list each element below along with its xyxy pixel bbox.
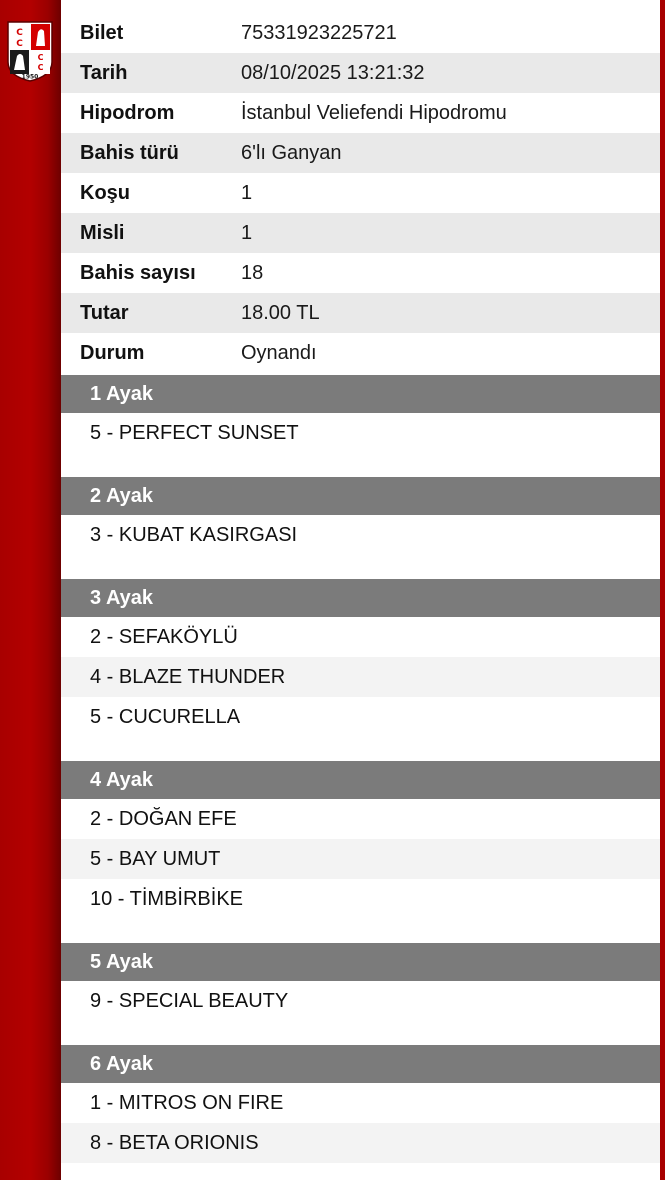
leg-section [61,761,660,943]
ticket-info-row [61,13,660,53]
svg-text:C: C [37,53,44,62]
leg-horse-list [61,515,660,579]
info-value: 08/10/2025 13:21:32 [241,61,425,84]
leg-header: 1 Ayak [61,375,660,413]
info-value: 75331923225721 [241,21,397,44]
ticket-info-row [61,213,660,253]
horse-selection: 4 - BLAZE THUNDER [61,657,660,697]
info-label: Tarih [80,61,128,84]
svg-text:C: C [16,39,23,49]
legs-list [61,375,660,1180]
ticket-content [61,13,660,1180]
horse-selection: 2 - SEFAKÖYLÜ [90,625,238,648]
horse-selection: 2 - DOĞAN EFE [90,807,237,830]
leg-horse-list [61,617,660,761]
right-brand-band [660,0,665,1180]
horse-selection: 10 - TİMBİRBİKE [90,887,244,910]
leg-section [61,477,660,579]
ticket-info-row [61,253,660,293]
info-label: Bilet [80,21,124,44]
info-label: Bahis sayısı [80,261,196,284]
leg-section [61,375,660,477]
svg-text:1950: 1950 [21,73,39,81]
leg-header: 3 Ayak [61,579,660,617]
ticket-info-row [61,93,660,133]
info-value: İstanbul Veliefendi Hipodromu [241,101,507,124]
info-label: Tutar [80,301,129,324]
leg-horse-list [61,1083,660,1180]
ticket-info-row [61,333,660,373]
svg-text:C: C [16,28,23,38]
leg-section [61,943,660,1045]
info-label: Bahis türü [80,141,179,164]
info-label: Koşu [80,181,130,204]
ticket-info [61,13,660,375]
horse-selection: 5 - CUCURELLA [90,705,241,728]
info-label: Misli [80,221,125,244]
ticket-info-row [61,293,660,333]
info-label: Durum [80,341,145,364]
left-brand-band [0,0,61,1180]
horse-selection: 8 - BETA ORIONIS [61,1123,660,1163]
horse-selection: 9 - SPECIAL BEAUTY [90,989,289,1012]
info-label: Hipodrom [80,101,175,124]
leg-horse-list [61,413,660,477]
ticket-info-row [61,173,660,213]
leg-horse-list [61,799,660,943]
info-value: 1 [241,181,253,204]
leg-horse-list [61,981,660,1045]
info-value: 18.00 TL [241,301,320,324]
club-crest-icon [5,20,55,82]
leg-header: 2 Ayak [61,477,660,515]
info-value: 1 [241,221,253,244]
info-value: 18 [241,261,264,284]
leg-header: 6 Ayak [61,1045,660,1083]
leg-header: 5 Ayak [61,943,660,981]
leg-header: 4 Ayak [61,761,660,799]
info-value: Oynandı [241,341,317,364]
ticket-info-row [61,53,660,93]
leg-section [61,1045,660,1180]
horse-selection: 3 - KUBAT KASIRGASI [90,523,298,546]
horse-selection: 5 - PERFECT SUNSET [90,421,299,444]
info-value: 6'lı Ganyan [241,141,342,164]
svg-text:C: C [37,63,44,72]
leg-section [61,579,660,761]
horse-selection: 1 - MITROS ON FIRE [90,1091,284,1114]
horse-selection: 5 - BAY UMUT [61,839,660,879]
ticket-info-row [61,133,660,173]
